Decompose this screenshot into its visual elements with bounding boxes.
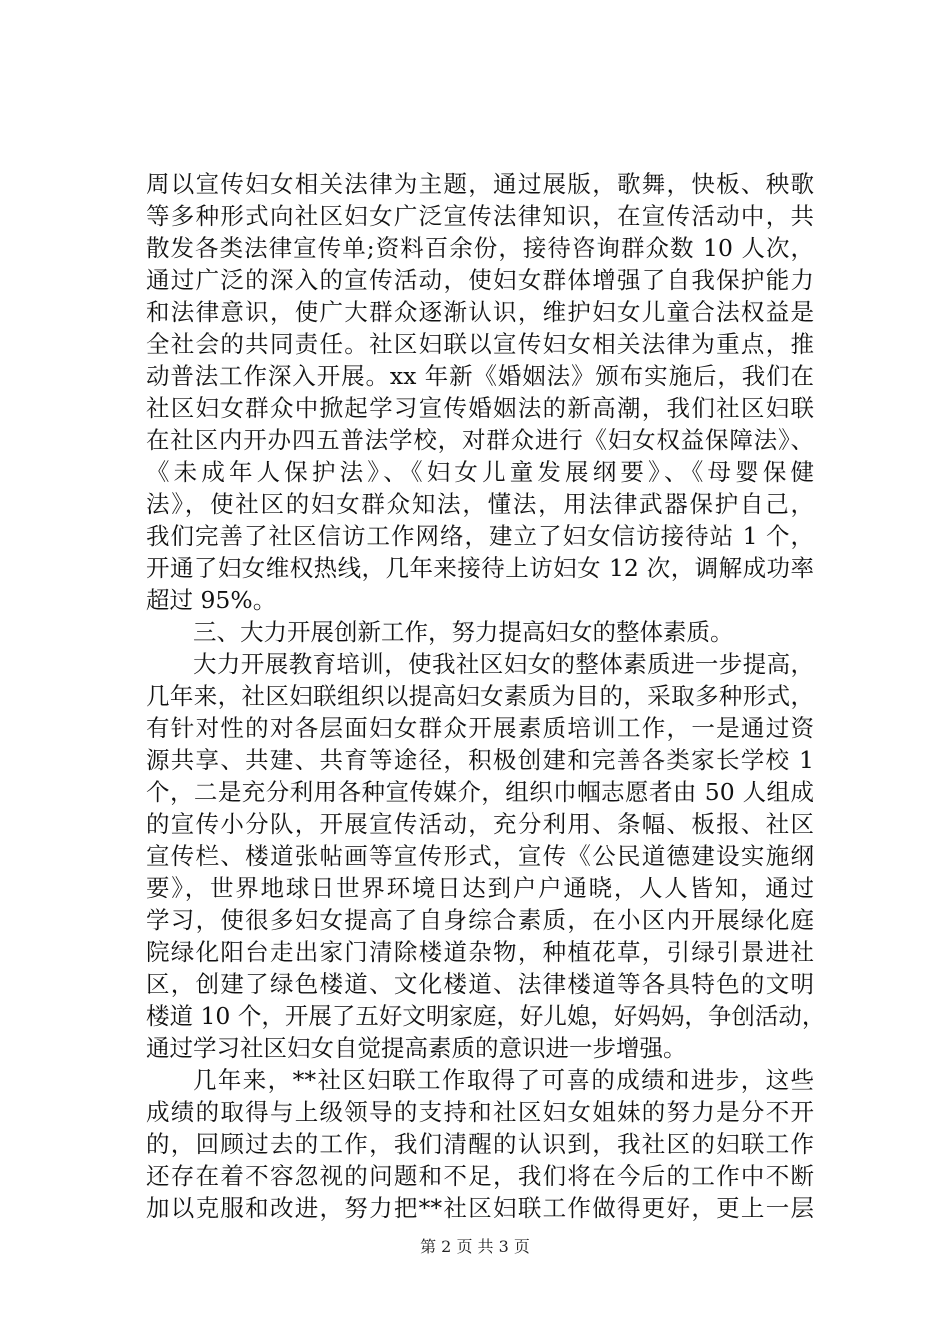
text-line: 学习，使很多妇女提高了自身综合素质，在小区内开展绿化庭 <box>146 906 814 934</box>
text-line: 的，回顾过去的工作，我们清醒的认识到，我社区的妇联工作 <box>146 1130 814 1158</box>
text-line: 通过学习社区妇女自觉提高素质的意识进一步增强。 <box>146 1034 687 1062</box>
text-line: 还存在着不容忽视的问题和不足，我们将在今后的工作中不断 <box>146 1162 814 1190</box>
text-line: 加以克服和改进，努力把**社区妇联工作做得更好，更上一层 <box>146 1194 814 1222</box>
text-line: 几年来，**社区妇联工作取得了可喜的成绩和进步，这些 <box>193 1066 814 1094</box>
text-line: 动普法工作深入开展。xx 年新《婚姻法》颁布实施后，我们在 <box>146 362 814 390</box>
text-line: 超过 95%。 <box>146 586 277 614</box>
body-text <box>146 168 826 1224</box>
text-line: 在社区内开办四五普法学校，对群众进行《妇女权益保障法》、 <box>146 426 814 454</box>
text-line: 有针对性的对各层面妇女群众开展素质培训工作，一是通过资 <box>146 714 814 742</box>
text-line: 区，创建了绿色楼道、文化楼道、法律楼道等各具特色的文明 <box>146 970 814 998</box>
text-line: 散发各类法律宣传单;资料百余份，接待咨询群众数 10 人次， <box>146 234 814 262</box>
text-line: 和法律意识，使广大群众逐渐认识，维护妇女儿童合法权益是 <box>146 298 814 326</box>
text-line: 周以宣传妇女相关法律为主题，通过展版，歌舞，快板、秧歌 <box>146 170 814 198</box>
section-heading: 三、大力开展创新工作，努力提高妇女的整体素质。 <box>193 618 734 646</box>
text-line: 宣传栏、楼道张帖画等宣传形式，宣传《公民道德建设实施纲 <box>146 842 814 870</box>
text-line: 楼道 10 个，开展了五好文明家庭，好儿媳，好妈妈，争创活动， <box>146 1002 826 1030</box>
text-line: 我们完善了社区信访工作网络，建立了妇女信访接待站 1 个， <box>146 522 814 550</box>
text-line: 大力开展教育培训，使我社区妇女的整体素质进一步提高， <box>193 650 814 678</box>
page-number-footer: 第 2 页 共 3 页 <box>420 1237 530 1256</box>
text-line: 社区妇女群众中掀起学习宣传婚姻法的新高潮，我们社区妇联 <box>146 394 814 422</box>
text-line: 要》，世界地球日世界环境日达到户户通晓，人人皆知，通过 <box>146 874 814 902</box>
text-line: 《未成年人保护法》、《妇女儿童发展纲要》、《母婴保健 <box>146 458 814 486</box>
text-line: 的宣传小分队，开展宣传活动，充分利用、条幅、板报、社区 <box>146 810 814 838</box>
text-line: 院绿化阳台走出家门清除楼道杂物，种植花草，引绿引景进社 <box>146 938 814 966</box>
text-line: 通过广泛的深入的宣传活动，使妇女群体增强了自我保护能力 <box>146 266 814 294</box>
text-line: 几年来，社区妇联组织以提高妇女素质为目的，采取多种形式， <box>146 682 814 710</box>
text-line: 源共享、共建、共育等途径，积极创建和完善各类家长学校 1 <box>146 746 814 774</box>
text-line: 开通了妇女维权热线，几年来接待上访妇女 12 次，调解成功率 <box>146 554 814 582</box>
text-line: 成绩的取得与上级领导的支持和社区妇女姐妹的努力是分不开 <box>146 1098 814 1126</box>
text-line: 个，二是充分利用各种宣传媒介，组织巾帼志愿者由 50 人组成 <box>146 778 814 806</box>
text-line: 全社会的共同责任。社区妇联以宣传妇女相关法律为重点，推 <box>146 330 814 358</box>
text-line: 法》，使社区的妇女群众知法，懂法，用法律武器保护自己， <box>146 490 814 518</box>
text-line: 等多种形式向社区妇女广泛宣传法律知识，在宣传活动中，共 <box>146 202 814 230</box>
